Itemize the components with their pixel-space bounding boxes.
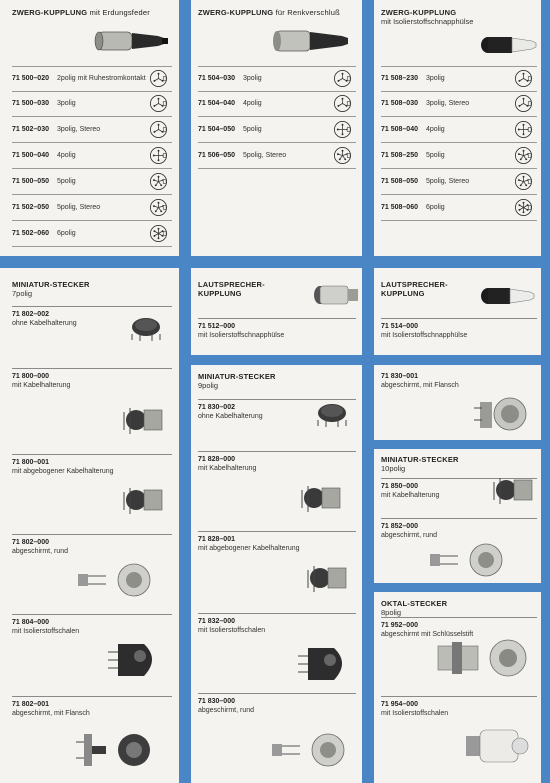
product-description: 3polig, Stereo	[426, 100, 470, 107]
section-subtitle: mit Isolierstoffschnapphülse	[381, 17, 474, 26]
connector-photo	[104, 636, 164, 687]
product-description: abgeschirmt, mit Flansch	[381, 382, 459, 389]
pin-layout-icon	[514, 94, 533, 113]
product-number: 71 828–001	[198, 536, 235, 543]
section-title: MINIATUR-STECKER	[381, 455, 459, 464]
product-row	[381, 92, 537, 117]
connector-photo	[488, 470, 538, 515]
connector-photo	[428, 540, 508, 585]
product-entry	[198, 697, 254, 715]
product-row	[198, 118, 356, 143]
product-number: 71 800–001	[12, 459, 49, 466]
product-entry	[12, 618, 79, 636]
product-description: abgeschirmt, rund	[198, 707, 255, 714]
product-number: 71 514–000	[381, 323, 418, 330]
connector-photo	[118, 400, 168, 445]
connector-photo	[118, 480, 168, 525]
lautsprecher-kupplung-1-section	[198, 280, 298, 298]
product-description: abgeschirmt mit Schlüsselstift	[381, 631, 474, 638]
product-description: mit Isolierstoffschnapphülse	[198, 332, 285, 339]
section-subtitle: 7polig	[12, 289, 33, 298]
product-entry	[381, 700, 448, 718]
zwerg-kupplung-schnapp-photo	[478, 30, 540, 60]
blue-divider-vertical-right-lower	[362, 256, 374, 783]
connector-photo	[296, 478, 346, 523]
product-description: mit abgebogener Kabelhalterung	[12, 468, 114, 475]
product-description: 3polig	[426, 75, 445, 82]
connector-photo	[270, 730, 350, 775]
product-number: 71 504–050	[198, 126, 235, 133]
divider-line	[381, 696, 537, 697]
connector-photo	[310, 398, 354, 433]
product-row	[381, 66, 537, 92]
section-title: MINIATUR-STECKER	[198, 372, 276, 381]
product-entry	[381, 522, 437, 540]
product-description: 4polig	[426, 126, 445, 133]
product-row	[12, 170, 172, 195]
product-number: 71 508–030	[381, 100, 418, 107]
product-description: 3polig	[243, 75, 262, 82]
blue-divider-mid-right	[191, 355, 550, 365]
product-number: 71 830–002	[198, 404, 235, 411]
zwerg-kupplung-photo	[92, 24, 170, 58]
pin-layout-icon	[149, 69, 168, 88]
product-entry	[12, 538, 68, 556]
product-row	[198, 66, 356, 92]
product-description: 5polig, Stereo	[57, 204, 101, 211]
product-number: 71 508–060	[381, 204, 418, 211]
product-entry	[198, 535, 300, 553]
connector-photo	[294, 640, 354, 691]
section-title: ZWERG-KUPPLUNG	[381, 8, 457, 17]
product-number: 71 800–000	[12, 373, 49, 380]
product-description: 5polig	[57, 178, 76, 185]
divider-line	[198, 318, 356, 319]
section-title: MINIATUR-STECKER	[12, 280, 90, 289]
section-title-line2: KUPPLUNG	[381, 289, 425, 298]
lautsprecher-kupplung-schnapp-photo	[478, 282, 538, 310]
product-number: 71 802–002	[12, 311, 49, 318]
product-description: mit Isolierstoffschalen	[12, 628, 80, 635]
product-description: mit Kabelhalterung	[198, 465, 257, 472]
section-title: ZWERG-KUPPLUNG mit Erdungsfeder	[12, 8, 150, 17]
section-title: OKTAL-STECKER	[381, 599, 448, 608]
oktal-stecker-section	[381, 599, 541, 617]
product-description: 6polig	[426, 204, 445, 211]
divider-line	[381, 318, 537, 319]
product-description: 4polig	[243, 100, 262, 107]
product-description: 5polig	[426, 152, 445, 159]
pin-layout-icon	[333, 146, 352, 165]
product-description: mit Isolierstoffschalen	[381, 710, 449, 717]
product-description: abgeschirmt, mit Flansch	[12, 710, 90, 717]
pin-layout-icon	[514, 69, 533, 88]
product-number: 71 830–001	[381, 373, 418, 380]
product-description: abgeschirmt, rund	[381, 532, 438, 539]
section-subtitle: 9polig	[198, 381, 219, 390]
product-entry	[198, 455, 256, 473]
product-entry	[12, 310, 77, 328]
divider-line	[12, 368, 172, 369]
product-row	[381, 118, 537, 143]
product-row	[12, 92, 172, 117]
product-number: 71 500–050	[12, 178, 49, 185]
zwerg-kupplung-renk-section	[198, 8, 358, 17]
product-entry	[12, 700, 90, 718]
product-number: 71 512–000	[198, 323, 235, 330]
product-number: 71 504–040	[198, 100, 235, 107]
pin-layout-icon	[333, 94, 352, 113]
divider-line	[198, 613, 356, 614]
miniatur-7polig-section	[12, 280, 172, 298]
zwerg-kupplung-renk-photo	[268, 24, 354, 58]
pin-layout-icon	[149, 198, 168, 217]
connector-photo	[432, 636, 532, 685]
product-number: 71 502–030	[12, 126, 49, 133]
product-number: 71 502–050	[12, 204, 49, 211]
blue-divider-horizontal	[0, 256, 550, 268]
product-description: abgeschirmt, rund	[12, 548, 69, 555]
blue-divider-vertical-left-lower	[179, 256, 191, 783]
product-description: mit Kabelhalterung	[381, 492, 440, 499]
product-number: 71 500–040	[12, 152, 49, 159]
section-subtitle: 10polig	[381, 464, 406, 473]
divider-line	[381, 518, 537, 519]
product-row	[12, 66, 172, 92]
product-description: 2polig mit Ruhestromkontakt	[57, 75, 146, 82]
product-number: 71 508–250	[381, 152, 418, 159]
product-number: 71 508–050	[381, 178, 418, 185]
pin-layout-icon	[149, 224, 168, 243]
lautsprecher-kupplung-photo	[312, 280, 360, 310]
product-description: mit abgebogener Kabelhalterung	[198, 545, 300, 552]
product-row	[198, 92, 356, 117]
product-number: 71 954–000	[381, 701, 418, 708]
divider-line	[12, 614, 172, 615]
product-entry	[198, 617, 265, 635]
lautsprecher-kupplung-2-section	[381, 280, 481, 298]
connector-photo	[124, 312, 168, 347]
product-number: 71 804–000	[12, 619, 49, 626]
product-number: 71 506–050	[198, 152, 235, 159]
product-number: 71 504–030	[198, 75, 235, 82]
product-number: 71 508–040	[381, 126, 418, 133]
product-entry	[381, 372, 459, 390]
blue-divider-vertical-left	[179, 0, 191, 260]
divider-line	[381, 617, 537, 618]
product-entry	[198, 403, 263, 421]
product-description: ohne Kabelhalterung	[198, 413, 263, 420]
product-description: 5polig, Stereo	[243, 152, 287, 159]
product-entry	[12, 458, 114, 476]
connector-photo	[76, 560, 156, 605]
product-number: 71 802–001	[12, 701, 49, 708]
pin-layout-icon	[149, 94, 168, 113]
connector-photo	[76, 728, 156, 777]
zwerg-kupplung-erdungsfeder-section	[12, 8, 172, 17]
zwerg-kupplung-schnapp-section	[381, 8, 541, 26]
product-row	[12, 144, 172, 169]
divider-line	[12, 454, 172, 455]
blue-divider-vertical-right	[362, 0, 374, 260]
section-title-line2: KUPPLUNG	[198, 289, 242, 298]
pin-layout-icon	[514, 120, 533, 139]
blue-divider-col3-a	[374, 440, 550, 449]
product-description: 5polig	[243, 126, 262, 133]
divider-line	[12, 306, 172, 307]
product-entry	[12, 372, 70, 390]
section-title-line1: LAUTSPRECHER-	[198, 280, 265, 289]
product-description: 5polig, Stereo	[426, 178, 470, 185]
product-number: 71 500–020	[12, 75, 49, 82]
product-description: 3polig, Stereo	[57, 126, 101, 133]
blue-edge-right	[541, 0, 550, 783]
pin-layout-icon	[514, 198, 533, 217]
divider-line	[12, 534, 172, 535]
product-number: 71 500–030	[12, 100, 49, 107]
product-description: mit Isolierstoffschalen	[198, 627, 266, 634]
product-entry	[381, 322, 467, 340]
product-row	[12, 196, 172, 221]
product-row	[12, 222, 172, 247]
connector-photo	[302, 558, 352, 603]
product-description: mit Kabelhalterung	[12, 382, 71, 389]
pin-layout-icon	[149, 120, 168, 139]
product-entry	[198, 322, 284, 340]
divider-line	[198, 693, 356, 694]
product-description: 6polig	[57, 230, 76, 237]
product-description: ohne Kabelhalterung	[12, 320, 77, 327]
pin-layout-icon	[149, 146, 168, 165]
product-row	[381, 144, 537, 169]
connector-photo	[462, 722, 534, 775]
flansch-stecker-photo	[474, 392, 536, 436]
pin-layout-icon	[514, 146, 533, 165]
divider-line	[198, 531, 356, 532]
divider-line	[12, 696, 172, 697]
product-row	[381, 196, 537, 221]
product-number: 71 802–000	[12, 539, 49, 546]
product-description: 3polig	[57, 100, 76, 107]
product-number: 71 508–230	[381, 75, 418, 82]
product-number: 71 832–000	[198, 618, 235, 625]
pin-layout-icon	[333, 120, 352, 139]
product-number: 71 852–000	[381, 523, 418, 530]
product-row	[198, 144, 356, 169]
product-row	[381, 170, 537, 195]
pin-layout-icon	[333, 69, 352, 88]
product-number: 71 830–000	[198, 698, 235, 705]
product-number: 71 502–060	[12, 230, 49, 237]
product-number: 71 952–000	[381, 622, 418, 629]
product-number: 71 850–000	[381, 483, 418, 490]
section-subtitle: 8polig	[381, 608, 402, 617]
divider-line	[198, 451, 356, 452]
section-title: ZWERG-KUPPLUNG für Renkverschluß	[198, 8, 340, 17]
pin-layout-icon	[514, 172, 533, 191]
section-title-line1: LAUTSPRECHER-	[381, 280, 448, 289]
product-number: 71 828–000	[198, 456, 235, 463]
product-row	[12, 118, 172, 143]
miniatur-9polig-section	[198, 372, 358, 390]
product-description: mit Isolierstoffschnapphülse	[381, 332, 468, 339]
product-entry	[381, 482, 439, 500]
product-description: 4polig	[57, 152, 76, 159]
pin-layout-icon	[149, 172, 168, 191]
